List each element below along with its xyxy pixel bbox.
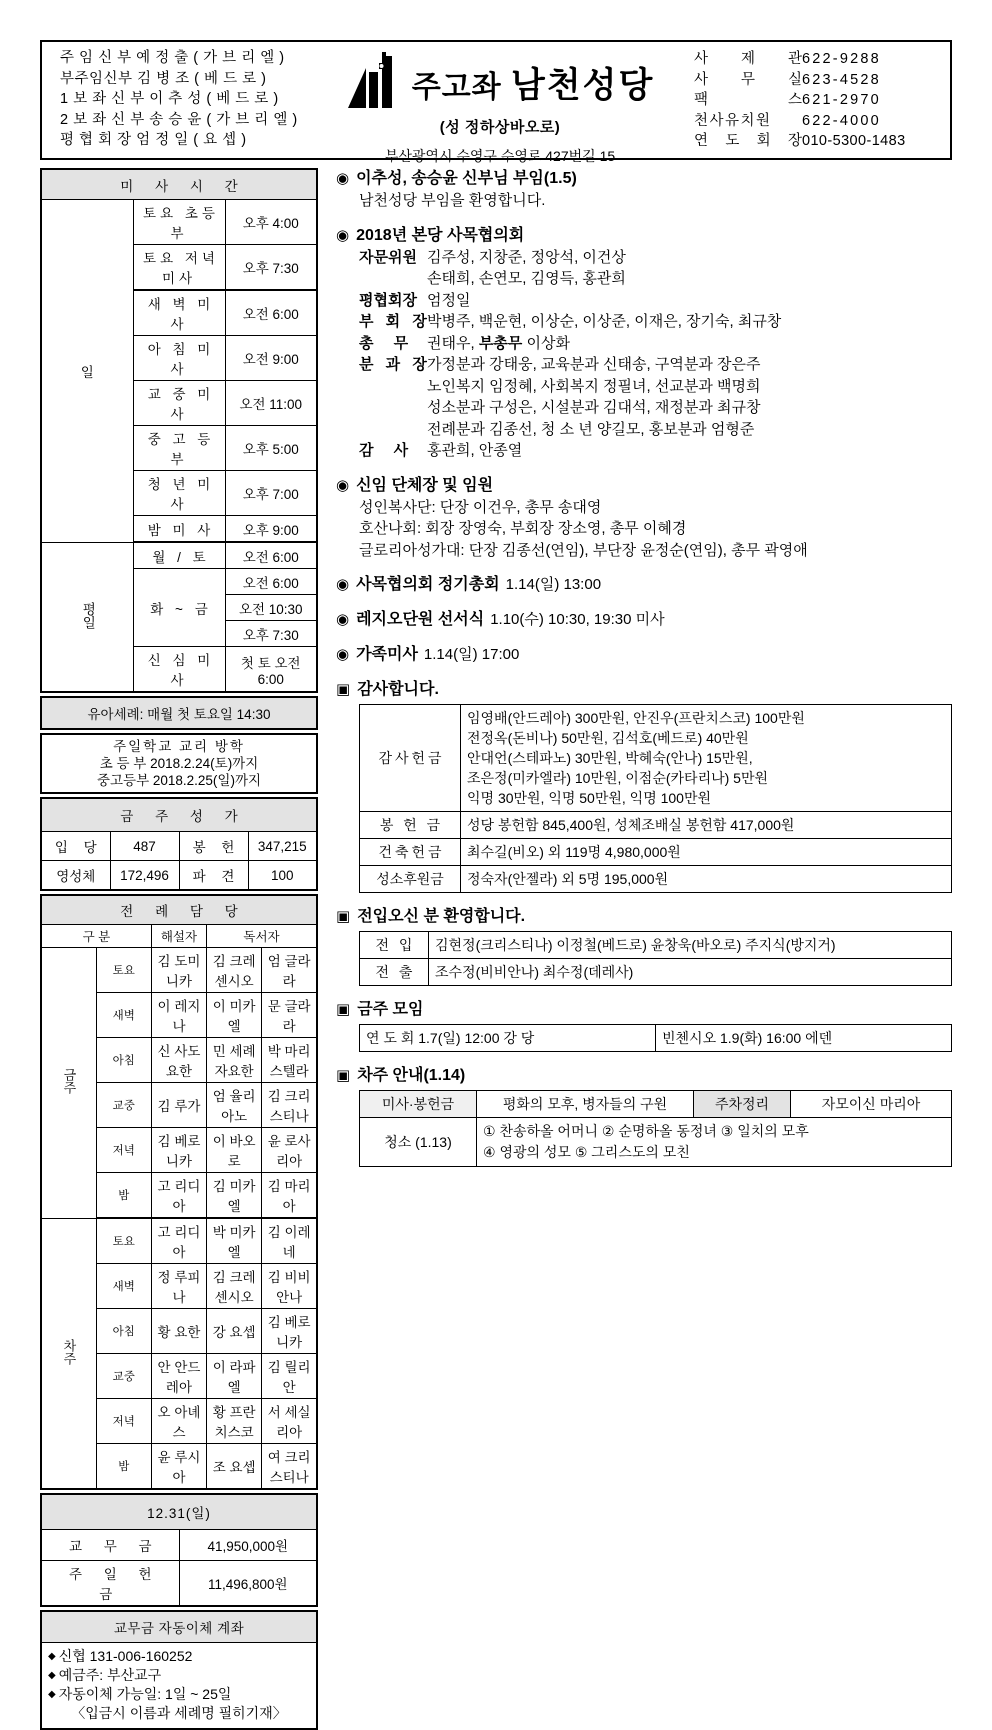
bullet-icon: ◆ <box>48 1670 56 1681</box>
council-row <box>359 311 952 333</box>
contact-label: 사 <box>694 51 709 67</box>
notice-pastoral-council <box>336 225 952 462</box>
account-header: 교무금 자동이체 계좌 <box>41 1611 317 1643</box>
roster-commentator: 고 리디아 <box>151 1173 206 1219</box>
roster-reader-2: 서 세실리아 <box>262 1399 317 1444</box>
sunday-school-title: 주일학교 교리 방학 <box>113 739 245 754</box>
stat-label: 입 당 <box>41 832 110 861</box>
council-members: 손태희, 손연모, 김영득, 홍관희 <box>427 270 626 287</box>
sunday-group-label: 일 <box>41 200 133 543</box>
account-line: ◆ 신협 131-006-160252 <box>48 1648 193 1664</box>
roster-commentator: 고 리디아 <box>151 1218 206 1264</box>
mass-schedule-header: 미 사 시 간 <box>41 169 317 200</box>
stat-label: 파 견 <box>179 861 248 891</box>
clergy-role: 부주임신부 <box>60 70 133 87</box>
clergy-row <box>60 110 312 131</box>
contact-label: 연 <box>694 133 709 149</box>
clergy-row <box>60 48 312 69</box>
mass-time: 오후 5:00 <box>225 426 317 471</box>
mass-time: 오전 6:00 <box>225 290 317 336</box>
notice-subtext: 1.10(수) 10:30, 19:30 미사 <box>490 611 665 628</box>
notice-subtext: 1.14(일) 17:00 <box>423 646 520 663</box>
clergy-role: 2 보 좌 신 부 <box>60 111 145 128</box>
clergy-name: 김 병 조 ( 베 드 로 ) <box>137 70 267 87</box>
collection-table <box>40 1493 318 1607</box>
donation-line: 안대언(스테파노) 30만원, 박혜숙(안나) 15만원, <box>467 750 753 766</box>
stat-label: 봉 헌 <box>179 832 248 861</box>
masthead <box>40 40 952 164</box>
roster-service: 토요 <box>96 1218 151 1264</box>
council-row <box>359 268 952 290</box>
weekly-stats-header: 금 주 성 가 <box>41 798 317 832</box>
notice-bullet-icon: ◉ <box>336 226 350 244</box>
transfer-label: 전 출 <box>360 959 429 986</box>
roster-reader-2: 김 비비안나 <box>262 1264 317 1309</box>
collection-date: 12.31(일) <box>41 1494 317 1530</box>
donation-value: 성당 봉헌함 845,400원, 성체조배실 봉헌함 417,000원 <box>461 812 952 839</box>
roster-commentator: 이 레지나 <box>151 993 206 1038</box>
mass-name: 신 심 미 사 <box>133 647 225 693</box>
clergy-name: 이 추 성 ( 베 드 로 ) <box>149 91 279 107</box>
roster-service: 토요 <box>96 948 151 993</box>
contact-label: 관 <box>787 51 802 67</box>
roster-commentator: 안 안드레아 <box>151 1354 206 1399</box>
next-week-mass-value: 평화의 모후, 병자들의 구원 <box>477 1091 694 1118</box>
roster-reader-2: 김 베로니카 <box>262 1309 317 1354</box>
roster-commentator: 김 루가 <box>151 1083 206 1128</box>
mass-name: 교 중 미 사 <box>133 381 225 426</box>
collection-label: 교 무 금 <box>41 1530 179 1561</box>
notice-bullet-icon: ◉ <box>336 611 350 628</box>
roster-reader-2: 김 마리아 <box>262 1173 317 1219</box>
transfers-table <box>359 931 952 986</box>
roster-reader-1: 이 미카엘 <box>207 993 262 1038</box>
contact-label: 천사유치원 <box>694 112 772 129</box>
roster-reader-2: 김 크리스티나 <box>262 1083 317 1128</box>
notice-title: 가족미사 <box>356 646 418 663</box>
notice-title: 전입오신 분 환영합니다. <box>357 908 526 925</box>
parish-name: 남천성당 <box>511 65 655 105</box>
mass-name: 화 ~ 금 <box>133 569 225 647</box>
liturgy-roster-table <box>40 894 318 1490</box>
contact-row <box>694 111 940 132</box>
mass-name: 청 년 미 사 <box>133 471 225 516</box>
clergy-role: 평 협 회 장 <box>60 132 132 148</box>
notice-title: 이추성, 송승윤 신부님 부임(1.5) <box>356 170 577 187</box>
notice-line: 남천성당 부임을 환영합니다. <box>359 192 546 209</box>
contact-list <box>688 42 950 158</box>
mass-schedule-table <box>40 168 318 693</box>
contact-label: 회 <box>756 133 771 149</box>
roster-service: 아침 <box>96 1309 151 1354</box>
mass-name: 아 침 미 사 <box>133 336 225 381</box>
notice-transfers <box>336 906 952 986</box>
roster-reader-1: 엄 율리아노 <box>207 1083 262 1128</box>
clergy-name: 예 정 출 ( 가 브 리 엘 ) <box>136 50 285 66</box>
right-column <box>318 168 952 1180</box>
notice-new-leaders <box>336 475 952 562</box>
roster-reader-1: 이 라파엘 <box>207 1354 262 1399</box>
notice-line: 글로리아성가대: 단장 김종선(연임), 부단장 윤정순(연임), 총무 곽영애 <box>359 541 808 559</box>
roster-reader-1: 강 요셉 <box>207 1309 262 1354</box>
mass-time: 오후 7:00 <box>225 471 317 516</box>
clergy-name: 엄 정 일 ( 요 셉 ) <box>136 132 247 148</box>
mass-name: 토요 초등부 <box>133 200 225 245</box>
notice-title: 2018년 본당 사목협의회 <box>356 226 525 244</box>
contact-value: 010-5300-1483 <box>802 133 906 149</box>
contact-label: 사 <box>694 71 709 88</box>
council-members: 엄정일 <box>427 291 471 309</box>
roster-commentator: 윤 루시아 <box>151 1444 206 1490</box>
clergy-row <box>60 89 312 110</box>
notice-next-week-guide <box>336 1065 952 1167</box>
next-week-table <box>359 1090 952 1167</box>
donation-label: 성소후원금 <box>360 866 461 893</box>
notice-bullet-icon: ▣ <box>336 1067 351 1084</box>
notice-bullet-icon: ◉ <box>336 646 350 663</box>
bullet-icon: ◆ <box>48 1651 56 1662</box>
roster-service: 새벽 <box>96 1264 151 1309</box>
church-identity <box>312 42 688 164</box>
cleaning-line: ① 찬송하올 어머니 ② 순명하올 동정녀 ③ 일치의 모후 <box>483 1123 809 1139</box>
notice-bullet-icon: ◉ <box>336 576 350 593</box>
contact-row <box>694 131 940 152</box>
council-role: 감 사 <box>359 442 417 459</box>
roster-reader-2: 박 마리스텔라 <box>262 1038 317 1083</box>
notice-title: 신임 단체장 및 임원 <box>356 476 494 494</box>
roster-commentator: 정 루피나 <box>151 1264 206 1309</box>
mass-time: 오전 6:00 <box>225 542 317 569</box>
donation-line: 전정옥(돈비나) 50만원, 김석호(베드로) 40만원 <box>467 730 749 746</box>
council-members: 전례분과 김종선, 청 소 년 양길모, 홍보분과 엄형준 <box>427 420 755 438</box>
roster-commentator: 신 사도요한 <box>151 1038 206 1083</box>
church-logo-icon <box>346 50 402 115</box>
parking-value: 자모이신 마리아 <box>791 1091 952 1118</box>
roster-reader-1: 조 요셉 <box>207 1444 262 1490</box>
mass-time: 오전 10:30 <box>225 595 317 621</box>
roster-reader-2: 여 크리스티나 <box>262 1444 317 1490</box>
council-members: 성소분과 구성은, 시설분과 김대석, 재정분과 최규창 <box>427 399 761 416</box>
roster-reader-1: 민 세례자요한 <box>207 1038 262 1083</box>
notice-bullet-icon: ▣ <box>336 681 351 698</box>
mass-name: 중 고 등 부 <box>133 426 225 471</box>
church-name <box>412 58 655 108</box>
council-row <box>359 440 952 462</box>
mass-time: 오전 6:00 <box>225 569 317 595</box>
stat-value: 347,215 <box>248 832 317 861</box>
collection-amount: 41,950,000원 <box>179 1530 317 1561</box>
council-role: 분 과 장 <box>359 356 431 373</box>
donations-table <box>359 704 952 893</box>
transfer-value: 조수정(비비안나) 최수정(데레사) <box>429 959 952 986</box>
donation-line: 조은정(미카엘라) 10만원, 이점순(카타리나) 5만원 <box>467 770 768 786</box>
mass-time: 첫 토 오전 6:00 <box>225 647 317 693</box>
meeting-cell: 연 도 회 1.7(일) 12:00 강 당 <box>360 1025 656 1052</box>
infant-baptism-table <box>40 696 318 730</box>
notice-title: 감사합니다. <box>357 681 439 698</box>
notice-title: 차주 안내(1.14) <box>357 1067 466 1084</box>
roster-service: 새벽 <box>96 993 151 1038</box>
clergy-name: 송 승 윤 ( 가 브 리 엘 ) <box>149 111 298 128</box>
council-role: 부 회 장 <box>359 313 431 330</box>
clergy-role: 1 보 좌 신 부 <box>60 91 145 107</box>
notice-bullet-icon: ▣ <box>336 908 351 925</box>
council-members: 가정분과 강태웅, 교육분과 신태송, 구역분과 장은주 <box>427 356 761 373</box>
council-row <box>359 290 952 312</box>
roster-week-label: 금주 <box>41 948 96 1219</box>
notice-title: 사목협의회 정기총회 <box>356 576 500 593</box>
donation-value <box>461 705 952 812</box>
left-column <box>40 168 318 1730</box>
meetings-table <box>359 1024 952 1052</box>
mass-time: 오후 7:30 <box>225 621 317 647</box>
clergy-role: 주 임 신 부 <box>60 50 132 66</box>
mass-name: 월 / 토 <box>133 542 225 569</box>
council-members: 김주성, 지창준, 정앙석, 이건상 <box>427 248 626 266</box>
account-line: ◆ 자동이체 가능일: 1일 ~ 25일 <box>48 1686 232 1702</box>
council-row <box>359 354 952 376</box>
contact-row <box>694 49 940 70</box>
notice-bullet-icon: ◉ <box>336 170 350 187</box>
weekly-stats-table <box>40 797 318 891</box>
sunday-school-line-elementary: 초 등 부 2018.2.24(토)까지 <box>99 756 259 771</box>
stat-value: 487 <box>110 832 179 861</box>
contact-value: 622-9288 <box>802 51 881 67</box>
mass-time: 오후 7:30 <box>225 245 317 291</box>
roster-commentator: 황 요한 <box>151 1309 206 1354</box>
notice-title: 레지오단원 선서식 <box>356 611 485 628</box>
sunday-school-table <box>40 733 318 794</box>
roster-header: 전 례 담 당 <box>41 895 317 925</box>
patron-saint: (성 정하상바오로) <box>439 119 561 136</box>
notice-line: 호산나회: 회장 장영숙, 부회장 장소영, 총무 이혜경 <box>359 520 687 537</box>
council-row <box>359 247 952 269</box>
council-members: 홍관희, 안종열 <box>427 442 523 459</box>
donation-label: 건축헌금 <box>360 839 461 866</box>
stat-value: 100 <box>248 861 317 891</box>
roster-reader-2: 엄 글라라 <box>262 948 317 993</box>
roster-reader-1: 김 미카엘 <box>207 1173 262 1219</box>
contact-label: 실 <box>787 71 802 88</box>
notice-legio-oath <box>336 609 952 631</box>
contact-value: 621-2970 <box>802 92 881 108</box>
contact-label: 스 <box>787 92 802 108</box>
roster-col-commentator: 해설자 <box>151 925 206 948</box>
roster-reader-2: 윤 로사리아 <box>262 1128 317 1173</box>
mass-time: 오후 9:00 <box>225 516 317 543</box>
notice-bullet-icon: ▣ <box>336 1001 351 1018</box>
council-role: 평협회장 <box>359 291 417 309</box>
notice-title: 금주 모임 <box>357 1001 424 1018</box>
bullet-icon: ◆ <box>48 1689 56 1700</box>
notice-family-mass <box>336 644 952 666</box>
roster-reader-1: 황 프란치스코 <box>207 1399 262 1444</box>
diocese-label: 주고좌 <box>411 70 502 104</box>
roster-service: 밤 <box>96 1444 151 1490</box>
account-details <box>40 1643 318 1730</box>
contact-label: 도 <box>725 133 740 149</box>
account-note: 〈입금시 이름과 세례명 필히기재〉 <box>71 1705 287 1721</box>
clergy-list <box>42 42 312 158</box>
council-members: 권태우, 부총무 이상화 <box>427 334 570 352</box>
cleaning-line: ④ 영광의 성모 ⑤ 그리스도의 모친 <box>483 1144 690 1160</box>
roster-reader-1: 김 크레센시오 <box>207 948 262 993</box>
mass-time: 오후 4:00 <box>225 200 317 245</box>
roster-col-reader: 독서자 <box>207 925 317 948</box>
cleaning-groups <box>477 1118 952 1167</box>
notice-thanks <box>336 679 952 893</box>
roster-service: 저녁 <box>96 1399 151 1444</box>
council-members: 노인복지 임정혜, 사회복지 정필녀, 선교분과 백명희 <box>427 377 761 395</box>
collection-amount: 11,496,800원 <box>179 1561 317 1607</box>
contact-label: 제 <box>740 51 755 67</box>
donation-line: 익명 30만원, 익명 50만원, 익명 100만원 <box>467 790 712 806</box>
account-header-table <box>40 1610 318 1643</box>
notice-subtext: 1.14(일) 13:00 <box>505 576 602 593</box>
notice-bullet-icon: ◉ <box>336 476 350 494</box>
sunday-school-line-middlehigh: 중고등부 2018.2.25(일)까지 <box>96 773 262 788</box>
mass-name: 토요 저녁미사 <box>133 245 225 291</box>
transfer-label: 전 입 <box>360 932 429 959</box>
roster-reader-1: 김 크레센시오 <box>207 1264 262 1309</box>
donation-label: 봉 헌 금 <box>360 812 461 839</box>
council-role: 총 무 <box>359 334 417 352</box>
clergy-row <box>60 69 312 90</box>
roster-reader-2: 문 글라라 <box>262 993 317 1038</box>
roster-service: 교중 <box>96 1354 151 1399</box>
council-row <box>359 376 952 398</box>
council-role: 자문위원 <box>359 248 417 266</box>
clergy-row <box>60 130 312 151</box>
notice-new-priests <box>336 168 952 212</box>
roster-service: 교중 <box>96 1083 151 1128</box>
council-row <box>359 333 952 355</box>
roster-commentator: 김 베로니카 <box>151 1128 206 1173</box>
roster-commentator: 김 도미니카 <box>151 948 206 993</box>
roster-service: 아침 <box>96 1038 151 1083</box>
council-members: 박병주, 백운현, 이상순, 이상준, 이재은, 장기숙, 최규창 <box>427 313 782 330</box>
infant-baptism-note: 유아세례: 매월 첫 토요일 14:30 <box>41 697 317 729</box>
roster-week-label: 차주 <box>41 1218 96 1489</box>
donation-value: 정숙자(안젤라) 외 5명 195,000원 <box>461 866 952 893</box>
transfer-value: 김현정(크리스티나) 이정철(베드로) 윤창욱(바오로) 주지식(방지거) <box>429 932 952 959</box>
next-week-mass-label: 미사·봉헌금 <box>360 1091 477 1118</box>
roster-service: 저녁 <box>96 1128 151 1173</box>
council-row <box>359 397 952 419</box>
donation-line: 임영배(안드레아) 300만원, 안진우(프란치스코) 100만원 <box>467 710 805 726</box>
mass-name: 새 벽 미 사 <box>133 290 225 336</box>
roster-service: 밤 <box>96 1173 151 1219</box>
notice-line: 성인복사단: 단장 이건우, 총무 송대영 <box>359 498 602 516</box>
roster-col-division: 구 분 <box>41 925 151 948</box>
roster-reader-1: 박 미카엘 <box>207 1218 262 1264</box>
roster-reader-2: 김 이레네 <box>262 1218 317 1264</box>
contact-label: 팩 <box>694 92 709 108</box>
notice-general-assembly <box>336 574 952 596</box>
account-line: ◆ 예금주: 부산교구 <box>48 1667 162 1683</box>
cleaning-label: 청소 (1.13) <box>360 1118 477 1167</box>
roster-commentator: 오 아녜스 <box>151 1399 206 1444</box>
roster-reader-2: 김 릴리안 <box>262 1354 317 1399</box>
donation-label: 감사헌금 <box>360 705 461 812</box>
church-address: 부산광역시 수영구 수영로 427번길 15 <box>384 148 616 164</box>
contact-label: 장 <box>787 133 802 149</box>
stat-value: 172,496 <box>110 861 179 891</box>
contact-value: 622-4000 <box>802 112 881 129</box>
meeting-cell: 빈첸시오 1.9(화) 16:00 에덴 <box>656 1025 952 1052</box>
mass-time: 오전 11:00 <box>225 381 317 426</box>
mass-time: 오전 9:00 <box>225 336 317 381</box>
council-row <box>359 419 952 441</box>
stat-label: 영성체 <box>41 861 110 891</box>
donation-value: 최수길(비오) 외 119명 4,980,000원 <box>461 839 952 866</box>
contact-row <box>694 90 940 111</box>
contact-label: 무 <box>740 71 755 88</box>
parking-label: 주차정리 <box>694 1091 791 1118</box>
contact-value: 623-4528 <box>802 71 881 88</box>
roster-reader-1: 이 바오로 <box>207 1128 262 1173</box>
contact-row <box>694 70 940 91</box>
mass-name: 밤 미 사 <box>133 516 225 543</box>
weekday-group-label: 평일 <box>41 542 133 692</box>
notice-meetings <box>336 999 952 1052</box>
collection-label: 주 일 헌 금 <box>41 1561 179 1607</box>
